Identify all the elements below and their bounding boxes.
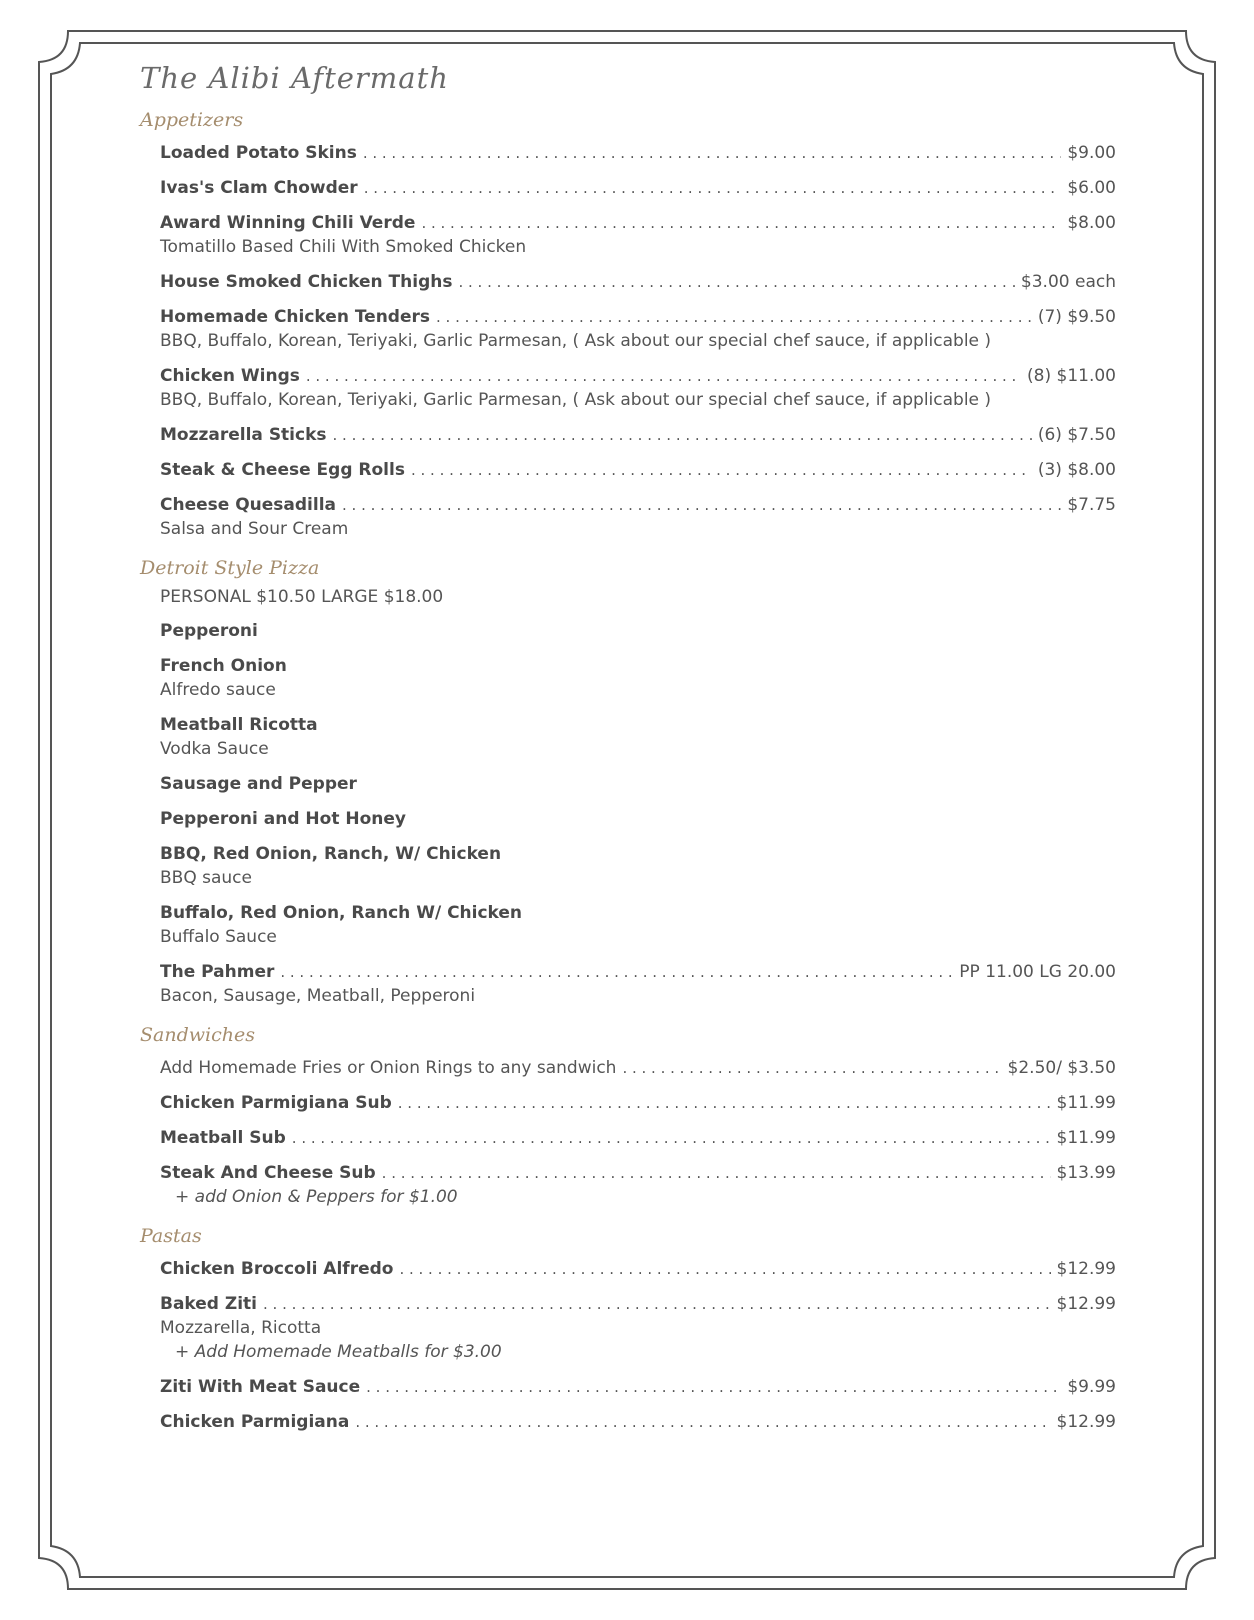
dot-leader (398, 1091, 1051, 1115)
dot-leader (363, 141, 1062, 165)
menu-section (140, 1022, 1116, 1209)
dot-leader (333, 423, 1032, 447)
item-name: Buffalo, Red Onion, Ranch W/ Chicken (160, 903, 523, 923)
item-description: Alfredo sauce (160, 680, 276, 700)
item-description: BBQ, Buffalo, Korean, Teriyaki, Garlic Parmesan, ( Ask about our special chef sauce, if applicable ) (160, 331, 992, 351)
menu-sections (140, 107, 1116, 1434)
section-items (160, 1257, 1116, 1434)
menu-item (160, 1375, 1116, 1399)
menu-item (160, 619, 1116, 643)
menu-item-row (160, 1056, 1116, 1080)
menu-item-row (160, 176, 1116, 200)
item-description: Mozzarella, Ricotta (160, 1318, 322, 1338)
menu-item (160, 493, 1116, 541)
menu-item-row (160, 1292, 1116, 1316)
menu-item-row (160, 305, 1116, 329)
menu-item (160, 1126, 1116, 1150)
menu-item-row (160, 211, 1116, 235)
dot-leader (306, 364, 1021, 388)
menu-item (160, 141, 1116, 165)
menu-item (160, 1056, 1116, 1080)
item-price: $3.00 each (1020, 272, 1116, 292)
item-price: $9.00 (1067, 143, 1116, 163)
item-name: Homemade Chicken Tenders (160, 307, 431, 327)
item-description: Tomatillo Based Chili With Smoked Chicken (160, 237, 527, 257)
menu-item-row (160, 713, 1116, 737)
menu-item-row (160, 1375, 1116, 1399)
menu-item (160, 901, 1116, 949)
menu-item-row (160, 141, 1116, 165)
item-name: Steak & Cheese Egg Rolls (160, 460, 405, 480)
item-name: Add Homemade Fries or Onion Rings to any sandwich (160, 1058, 617, 1078)
menu-item (160, 713, 1116, 761)
dot-leader (622, 1056, 1001, 1080)
section-title: Detroit Style Pizza (140, 557, 320, 579)
menu-item (160, 1257, 1116, 1281)
item-name: Chicken Wings (160, 366, 300, 386)
item-price: (8) $11.00 (1027, 366, 1116, 386)
item-name: Chicken Parmigiana (160, 1412, 350, 1432)
section-items (160, 619, 1116, 1008)
menu-item-row (160, 654, 1116, 678)
menu-item (160, 1091, 1116, 1115)
menu-item-row (160, 901, 1116, 925)
item-description: Vodka Sauce (160, 739, 269, 759)
dot-leader (421, 211, 1061, 235)
item-name: House Smoked Chicken Thighs (160, 272, 453, 292)
dot-leader (411, 458, 1032, 482)
item-price: $13.99 (1056, 1163, 1116, 1183)
item-name: Cheese Quesadilla (160, 495, 337, 515)
item-name: The Pahmer (160, 962, 275, 982)
menu-item-row (160, 842, 1116, 866)
menu-item (160, 270, 1116, 294)
menu-item-row (160, 807, 1116, 831)
dot-leader (280, 960, 953, 984)
menu-item (160, 176, 1116, 200)
menu-item (160, 842, 1116, 890)
item-price: (6) $7.50 (1037, 425, 1116, 445)
item-name: Meatball Sub (160, 1128, 286, 1148)
item-name: Mozzarella Sticks (160, 425, 327, 445)
restaurant-title: The Alibi Aftermath (140, 61, 449, 95)
menu-item-row (160, 458, 1116, 482)
menu-item (160, 211, 1116, 259)
menu-item (160, 772, 1116, 796)
dot-leader (366, 1375, 1061, 1399)
item-price: $12.99 (1056, 1412, 1116, 1432)
menu (140, 55, 1116, 1445)
menu-item (160, 960, 1116, 1008)
item-addon: + Add Homemade Meatballs for $3.00 (175, 1342, 502, 1362)
section-title: Sandwiches (140, 1024, 255, 1046)
item-price: $11.99 (1056, 1128, 1116, 1148)
item-name: Chicken Broccoli Alfredo (160, 1259, 394, 1279)
dot-leader (263, 1292, 1051, 1316)
section-items (160, 1056, 1116, 1209)
item-addon: + add Onion & Peppers for $1.00 (175, 1187, 458, 1207)
dot-leader (355, 1410, 1050, 1434)
item-price: $2.50/ $3.50 (1007, 1058, 1116, 1078)
dot-leader (382, 1161, 1051, 1185)
item-price: (7) $9.50 (1037, 307, 1116, 327)
item-name: Loaded Potato Skins (160, 143, 357, 163)
menu-item (160, 305, 1116, 353)
menu-section (140, 107, 1116, 541)
section-items (160, 141, 1116, 541)
item-name: Baked Ziti (160, 1294, 258, 1314)
menu-item (160, 1161, 1116, 1209)
dot-leader (292, 1126, 1051, 1150)
menu-item (160, 654, 1116, 702)
item-price: $7.75 (1067, 495, 1116, 515)
item-price: (3) $8.00 (1037, 460, 1116, 480)
menu-item-row (160, 270, 1116, 294)
menu-item-row (160, 1161, 1116, 1185)
item-name: Award Winning Chili Verde (160, 213, 416, 233)
item-description: BBQ sauce (160, 868, 252, 888)
item-name: Pepperoni (160, 621, 258, 641)
dot-leader (342, 493, 1061, 517)
item-name: Meatball Ricotta (160, 715, 318, 735)
item-name: Steak And Cheese Sub (160, 1163, 376, 1183)
item-description: BBQ, Buffalo, Korean, Teriyaki, Garlic Parmesan, ( Ask about our special chef sauce, if applicable ) (160, 390, 992, 410)
menu-item (160, 364, 1116, 412)
menu-item (160, 807, 1116, 831)
item-name: BBQ, Red Onion, Ranch, W/ Chicken (160, 844, 502, 864)
menu-item (160, 458, 1116, 482)
item-price: $12.99 (1056, 1259, 1116, 1279)
menu-item-row (160, 960, 1116, 984)
dot-leader (399, 1257, 1050, 1281)
menu-item-row (160, 772, 1116, 796)
menu-item-row (160, 364, 1116, 388)
dot-leader (436, 305, 1032, 329)
item-price: $9.99 (1067, 1377, 1116, 1397)
menu-item-row (160, 423, 1116, 447)
item-price: $8.00 (1067, 213, 1116, 233)
menu-item-row (160, 1126, 1116, 1150)
menu-item-row (160, 493, 1116, 517)
menu-item-row (160, 1257, 1116, 1281)
item-description: Salsa and Sour Cream (160, 519, 349, 539)
item-price: $11.99 (1056, 1093, 1116, 1113)
item-name: French Onion (160, 656, 287, 676)
section-price-note: PERSONAL $10.50 LARGE $18.00 (160, 587, 444, 607)
item-name: Ivas's Clam Chowder (160, 178, 358, 198)
item-name: Sausage and Pepper (160, 774, 357, 794)
item-price: PP 11.00 LG 20.00 (959, 962, 1116, 982)
menu-section (140, 555, 1116, 1008)
section-title: Pastas (140, 1225, 202, 1247)
item-price: $12.99 (1056, 1294, 1116, 1314)
menu-item (160, 423, 1116, 447)
menu-item (160, 1292, 1116, 1364)
item-price: $6.00 (1067, 178, 1116, 198)
item-name: Ziti With Meat Sauce (160, 1377, 361, 1397)
item-name: Chicken Parmigiana Sub (160, 1093, 392, 1113)
menu-item-row (160, 1410, 1116, 1434)
section-title: Appetizers (140, 109, 244, 131)
menu-item-row (160, 1091, 1116, 1115)
menu-item (160, 1410, 1116, 1434)
item-description: Bacon, Sausage, Meatball, Pepperoni (160, 986, 476, 1006)
dot-leader (364, 176, 1062, 200)
menu-item-row (160, 619, 1116, 643)
item-name: Pepperoni and Hot Honey (160, 809, 407, 829)
menu-section (140, 1223, 1116, 1434)
item-description: Buffalo Sauce (160, 927, 277, 947)
dot-leader (458, 270, 1014, 294)
